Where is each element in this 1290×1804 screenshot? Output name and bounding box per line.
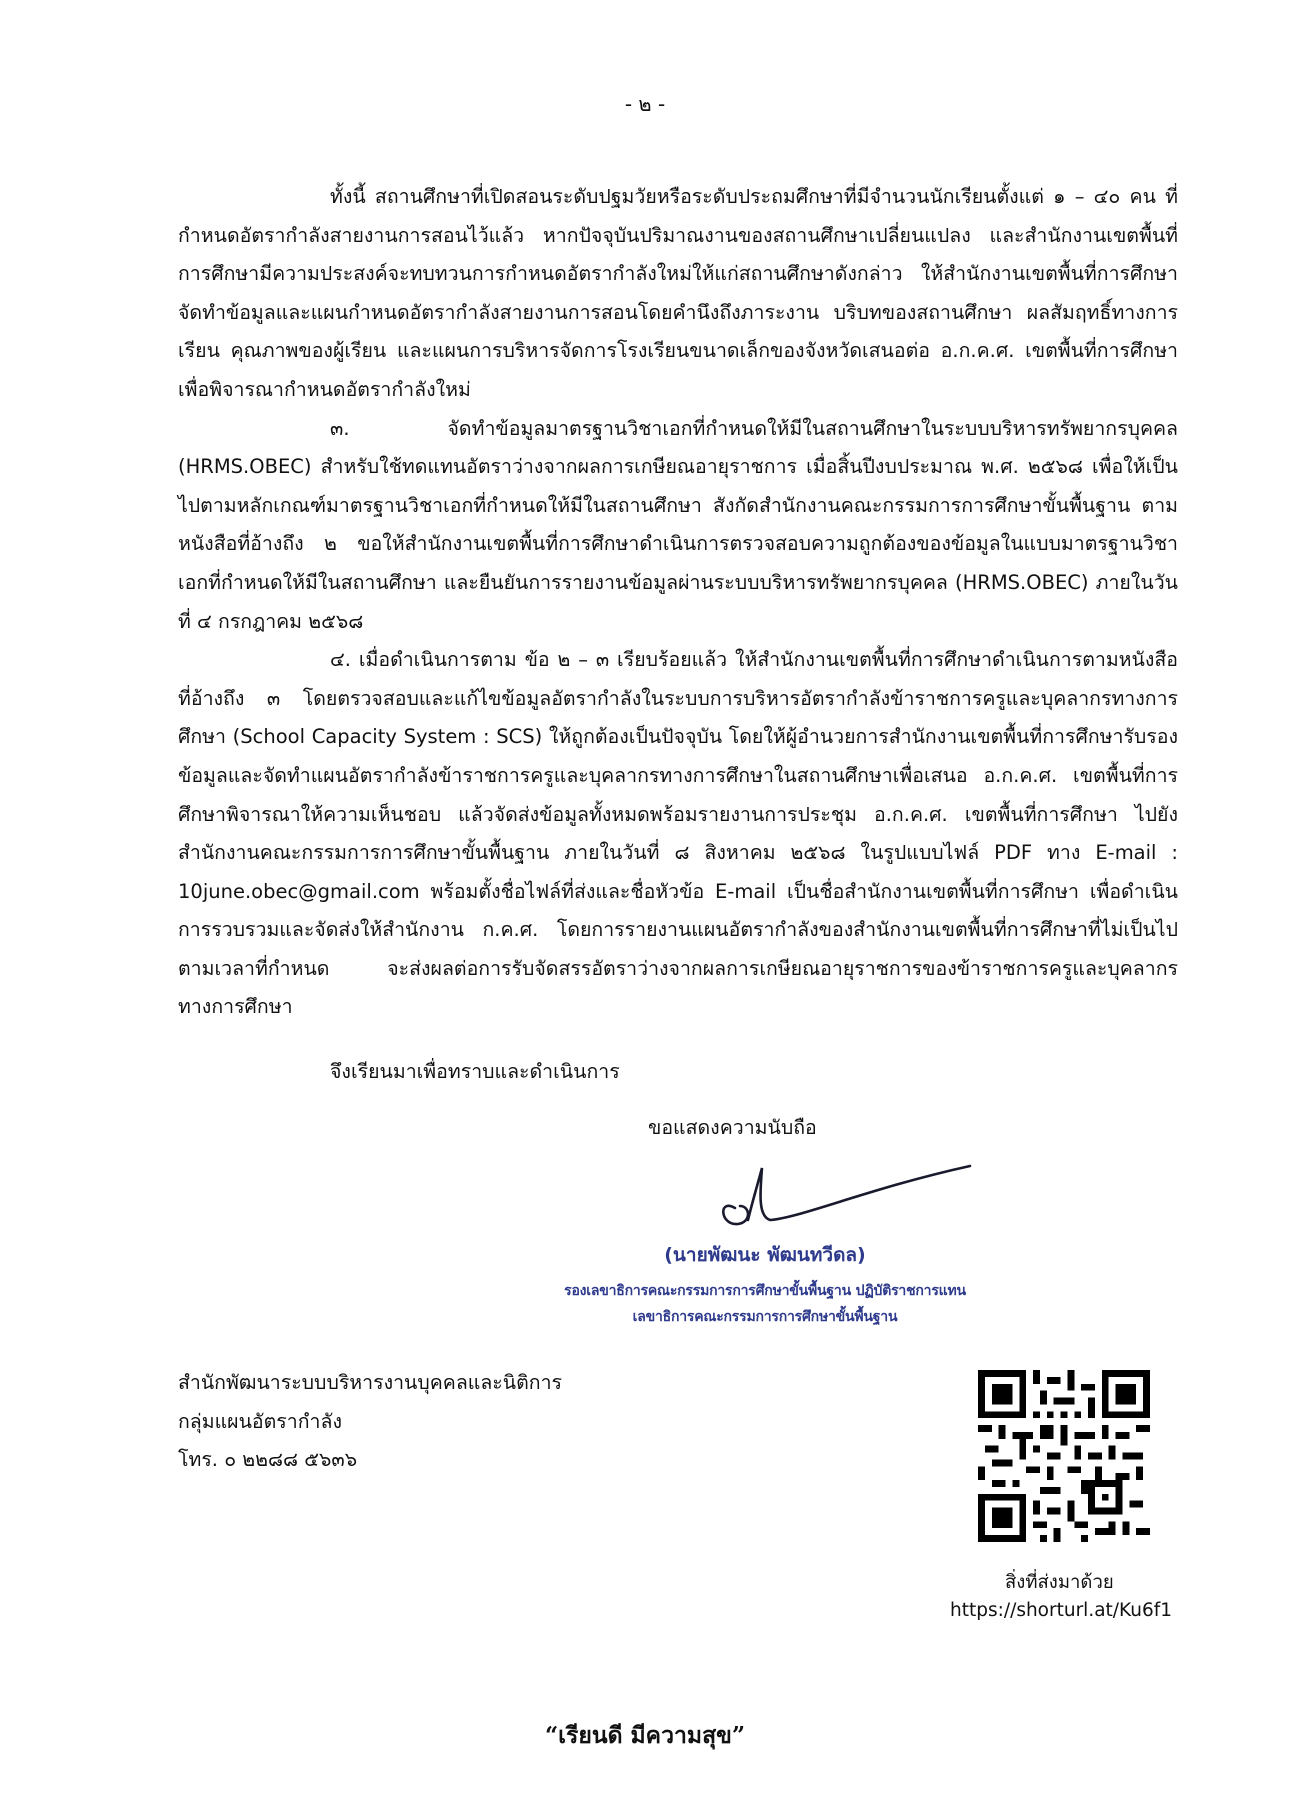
office-block (178, 1364, 562, 1480)
signer-title-line2: เลขาธิการคณะกรรมการการศึกษาขั้นพื้นฐาน (632, 1309, 898, 1325)
signer-name: (นายพัฒนะ พัฒนทวีดล) (664, 1244, 866, 1266)
handwritten-signature (700, 1148, 980, 1243)
motto: “เรียนดี มีความสุข” (544, 1722, 746, 1749)
enclosure-label: สิ่งที่ส่งมาด้วย (1005, 1572, 1114, 1593)
letter-body (178, 178, 1178, 1027)
page-number: - ๒ - (624, 92, 666, 116)
paragraph-item-3: ๓. จัดทำข้อมูลมาตรฐานวิชาเอกที่กำหนดให้มีในสถานศึกษาในระบบบริหารทรัพยากรบุคคล (HRMS.OBEC) สำหรับใช้ทดแทนอัตราว่างจากผลการเกษียณอายุราชการ เมื่อสิ้นปีงบประมาณ พ.ศ. ๒๕๖๘ เพื่อให้เป็นไปตามหลักเกณฑ์มาตรฐานวิชาเอกที่กำหนดให้มีในสถานศึกษา สังกัดสำนักงานคณะกรรมการการศึกษาขั้นพื้นฐาน ตามหนังสือที่อ้างถึง ๒ ขอให้สำนักงานเขตพื้นที่การศึกษาดำเนินการตรวจสอบความถูกต้องของข้อมูลในแบบมาตรฐานวิชาเอกที่กำหนดให้มีในสถานศึกษา และยืนยันการรายงานข้อมูลผ่านระบบบริหารทรัพยากรบุคคล (HRMS.OBEC) ภายในวันที่ ๔ กรกฎาคม ๒๕๖๘ (178, 416, 1178, 633)
office-phone: โทร. ๐ ๒๒๘๘ ๕๖๓๖ (178, 1448, 358, 1471)
regards-line: ขอแสดงความนับถือ (648, 1116, 817, 1139)
paragraph-item-4: ๔. เมื่อดำเนินการตาม ข้อ ๒ – ๓ เรียบร้อยแล้ว ให้สำนักงานเขตพื้นที่การศึกษาดำเนินการตามหนังสือที่อ้างถึง ๓ โดยตรวจสอบและแก้ไขข้อมูลอัตรากำลังในระบบการบริหารอัตรากำลังข้าราชการครูและบุคลากรทางการศึกษา (School Capacity System : SCS) ให้ถูกต้องเป็นปัจจุบัน โดยให้ผู้อำนวยการสำนักงานเขตพื้นที่การศึกษารับรองข้อมูลและจัดทำแผนอัตรากำลังข้าราชการครูและบุคลากรทางการศึกษาในสถานศึกษาเพื่อเสนอ อ.ก.ค.ศ. เขตพื้นที่การศึกษาพิจารณาให้ความเห็นชอบ แล้วจัดส่งข้อมูลทั้งหมดพร้อมรายงานการประชุม อ.ก.ค.ศ. เขตพื้นที่การศึกษา ไปยังสำนักงานคณะกรรมการการศึกษาขั้นพื้นฐาน ภายในวันที่ ๘ สิงหาคม ๒๕๖๘ ในรูปแบบไฟล์ PDF ทาง E-mail : 10june.obec@gmail.com พร้อมตั้งชื่อไฟล์ที่ส่งและชื่อหัวข้อ E-mail เป็นชื่อสำนักงานเขตพื้นที่การศึกษา เพื่อดำเนินการรวบรวมและจัดส่งให้สำนักงาน ก.ค.ศ. โดยการรายงานแผนอัตรากำลังของสำนักงานเขตพื้นที่การศึกษาที่ไม่เป็นไปตามเวลาที่กำหนด จะส่งผลต่อการรับจัดสรรอัตราว่างจากผลการเกษียณอายุราชการของข้าราชการครูและบุคลากรทางการศึกษา (178, 648, 1178, 1019)
office-group: กลุ่มแผนอัตรากำลัง (178, 1409, 342, 1433)
qr-code (978, 1370, 1150, 1542)
office-name: สำนักพัฒนาระบบบริหารงานบุคคลและนิติการ (178, 1371, 563, 1394)
signer-title-line1: รองเลขาธิการคณะกรรมการการศึกษาขั้นพื้นฐาน ปฏิบัติราชการแทน (564, 1283, 966, 1299)
closing-line: จึงเรียนมาเพื่อทราบและดำเนินการ (330, 1060, 620, 1083)
enclosure-url: https://shorturl.at/Ku6f1 (950, 1600, 1173, 1621)
paragraph-small-schools: ทั้งนี้ สถานศึกษาที่เปิดสอนระดับปฐมวัยหรือระดับประถมศึกษาที่มีจำนวนนักเรียนตั้งแต่ ๑ – ๔๐ คน ที่กำหนดอัตรากำลังสายงานการสอนไว้แล้ว หากปัจจุบันปริมาณงานของสถานศึกษาเปลี่ยนแปลง และสำนักงานเขตพื้นที่การศึกษามีความประสงค์จะทบทวนการกำหนดอัตรากำลังใหม่ให้แก่สถานศึกษาดังกล่าว ให้สำนักงานเขตพื้นที่การศึกษาจัดทำข้อมูลและแผนกำหนดอัตรากำลังสายงานการสอนโดยคำนึงถึงภาระงาน บริบทของสถานศึกษา ผลสัมฤทธิ์ทางการเรียน คุณภาพของผู้เรียน และแผนการบริหารจัดการโรงเรียนขนาดเล็กของจังหวัดเสนอต่อ อ.ก.ค.ศ. เขตพื้นที่การศึกษาเพื่อพิจารณากำหนดอัตรากำลังใหม่ (178, 185, 1178, 401)
